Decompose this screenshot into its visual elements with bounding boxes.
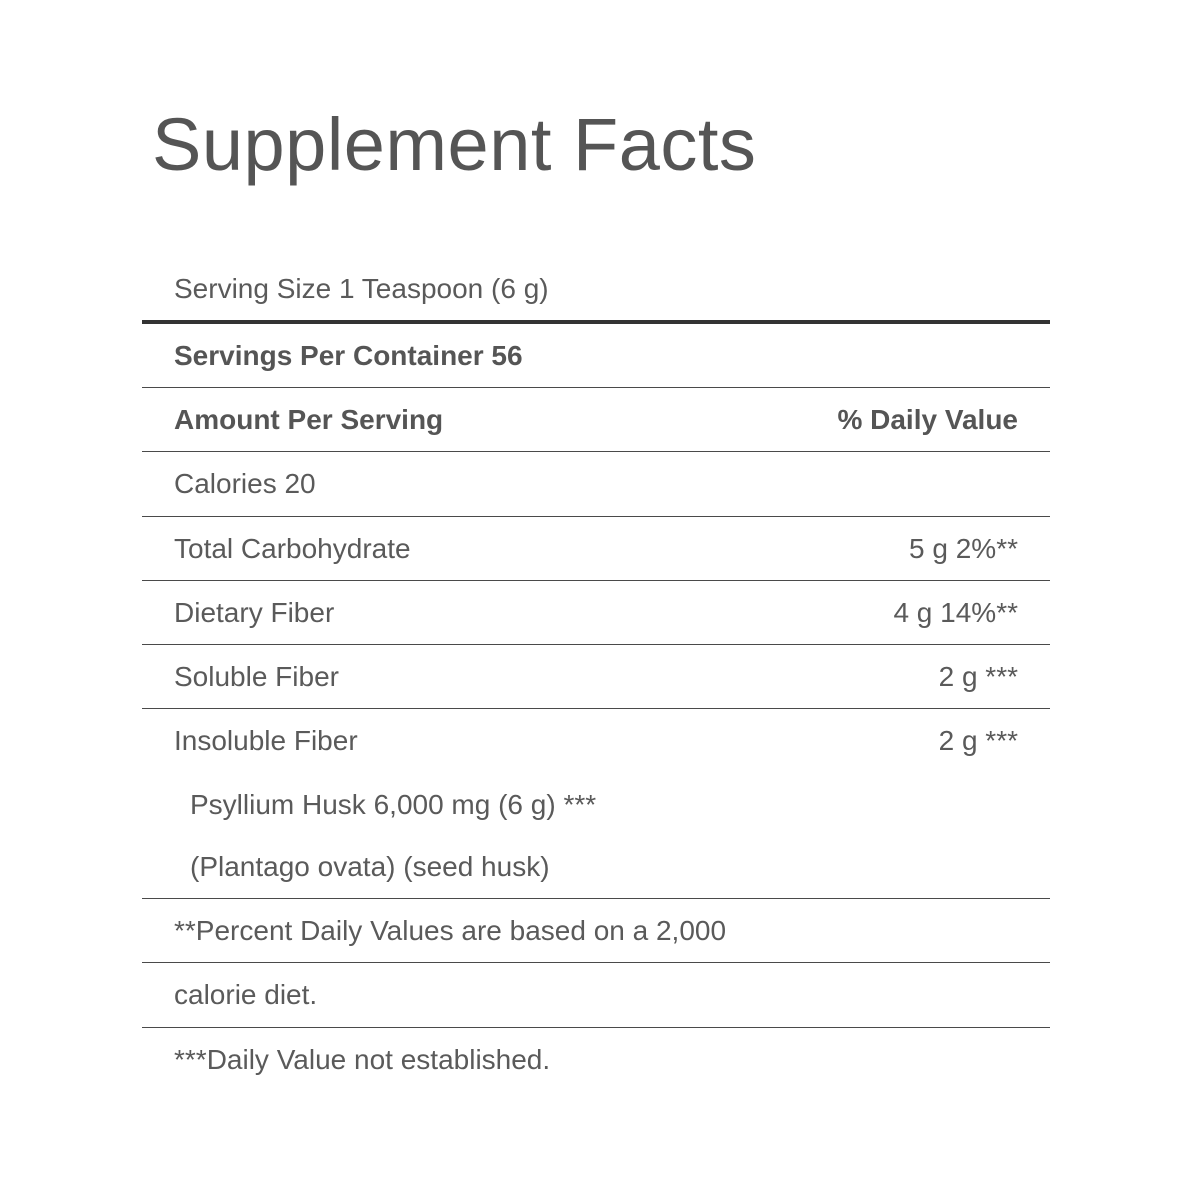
divider <box>142 644 1050 645</box>
divider <box>142 387 1050 388</box>
table-header-row <box>0 400 1200 440</box>
divider <box>142 898 1050 899</box>
divider <box>142 516 1050 517</box>
divider <box>142 962 1050 963</box>
row-label: Insoluble Fiber <box>174 725 358 756</box>
thick-divider <box>142 320 1050 324</box>
divider <box>142 451 1050 452</box>
row-value: 4 g 14%** <box>893 597 1018 628</box>
footnote-row <box>0 1040 1200 1080</box>
row-label: Calories 20 <box>174 468 316 499</box>
table-row <box>0 529 1200 569</box>
daily-value-header: % Daily Value <box>837 404 1018 435</box>
row-label: Dietary Fiber <box>174 597 335 628</box>
table-row <box>0 721 1200 761</box>
serving-size: Serving Size 1 Teaspoon (6 g) <box>174 273 549 304</box>
footnote-percent-dv-continued: calorie diet. <box>174 979 318 1010</box>
footnote-dv-not-established: ***Daily Value not established. <box>174 1044 551 1075</box>
panel-title: Supplement Facts <box>152 103 757 186</box>
row-value: 2 g *** <box>938 661 1018 692</box>
row-label: Soluble Fiber <box>174 661 339 692</box>
servings-per-container-row <box>0 336 1200 376</box>
table-row <box>0 657 1200 697</box>
divider <box>142 708 1050 709</box>
amount-per-serving-header: Amount Per Serving <box>174 404 444 435</box>
table-row <box>0 464 1200 504</box>
row-value: 5 g 2%** <box>909 533 1018 564</box>
ingredient-source: (Plantago ovata) (seed husk) <box>190 851 550 882</box>
serving-size-row <box>0 269 1200 309</box>
row-value: 2 g *** <box>938 725 1018 756</box>
divider <box>142 580 1050 581</box>
footnote-row <box>0 975 1200 1015</box>
divider <box>142 1027 1050 1028</box>
ingredient-name: Psyllium Husk 6,000 mg (6 g) *** <box>190 789 597 820</box>
footnote-percent-dv: **Percent Daily Values are based on a 2,000 <box>174 915 727 946</box>
servings-per-container: Servings Per Container 56 <box>174 340 523 371</box>
ingredient-source-row <box>0 847 1200 887</box>
row-label: Total Carbohydrate <box>174 533 411 564</box>
footnote-row <box>0 911 1200 951</box>
ingredient-row <box>0 785 1200 825</box>
table-row <box>0 593 1200 633</box>
